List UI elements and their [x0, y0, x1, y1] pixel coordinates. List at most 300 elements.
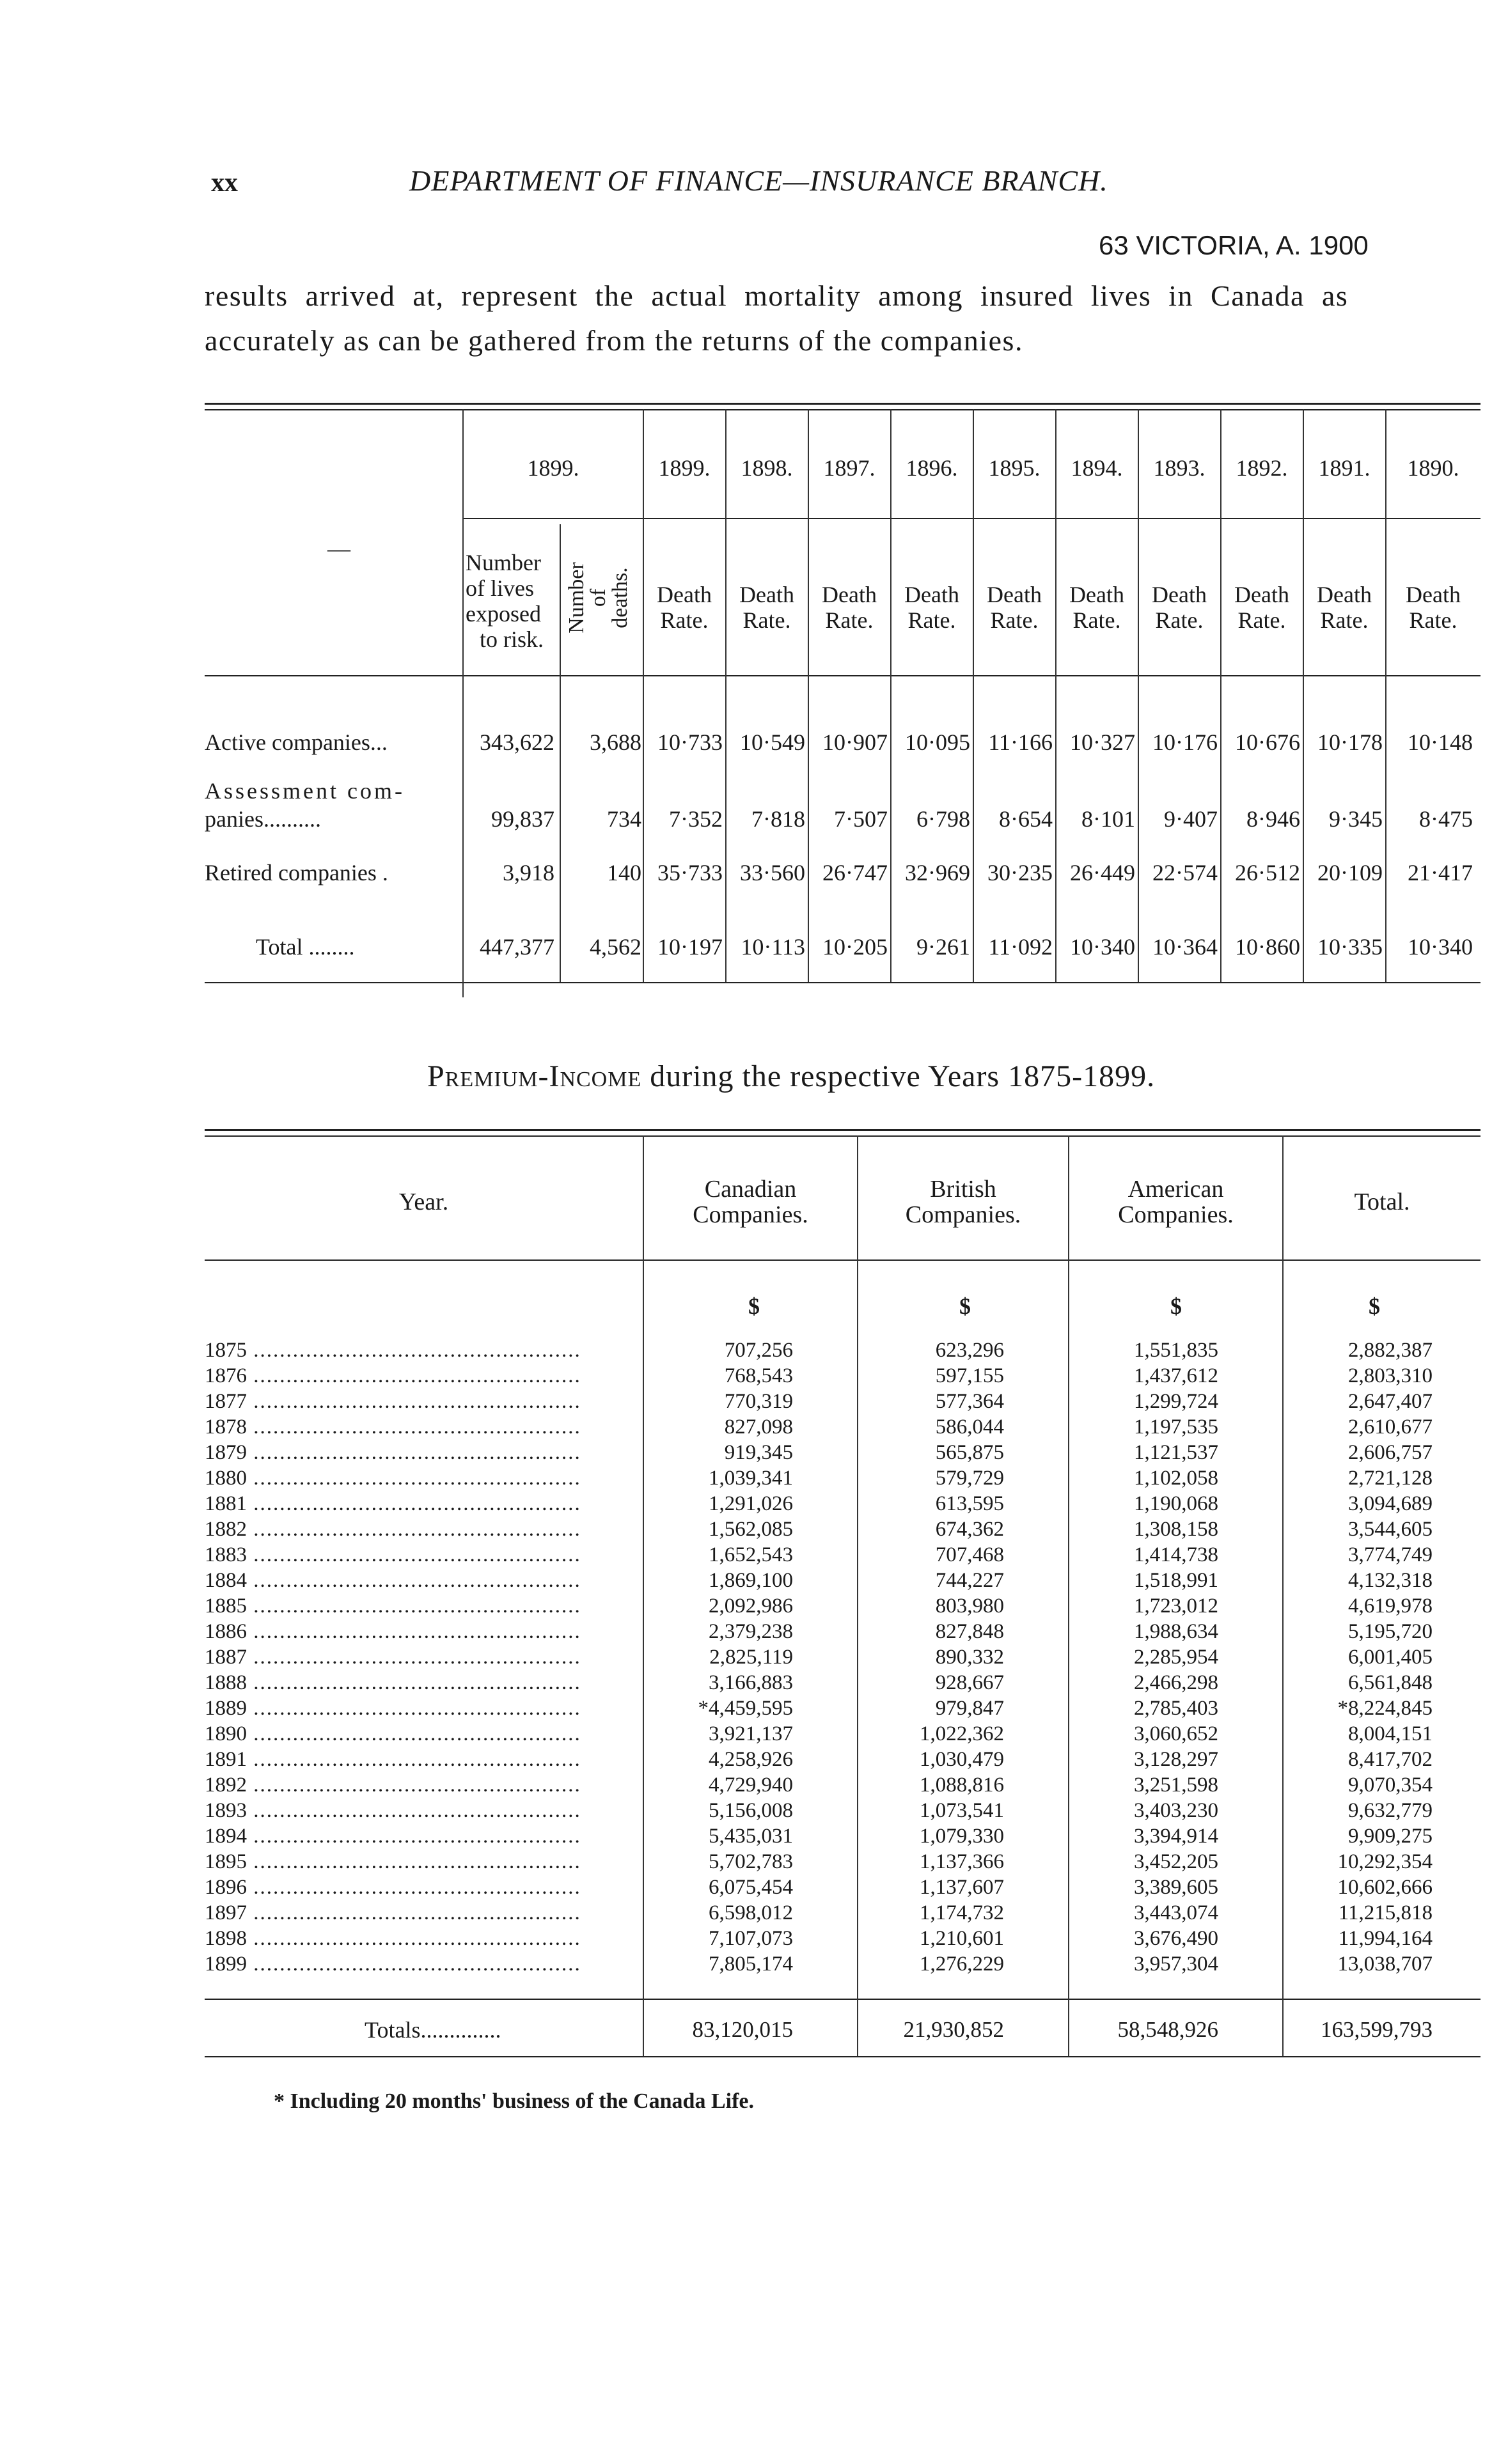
total-cell: 9,070,354	[1348, 1774, 1433, 1797]
british-cell: 1,210,601	[920, 1927, 1004, 1950]
header-line: Rate.	[660, 607, 709, 633]
header-line: Death	[1234, 582, 1289, 607]
deaths-value: 734	[607, 806, 641, 832]
leader-dots: ..................................................	[247, 1467, 581, 1490]
rate-value: 10·148	[1408, 729, 1473, 755]
british-cell: 928,667	[935, 1671, 1004, 1694]
stub-dash: —	[327, 536, 350, 561]
header-line: Death	[739, 582, 794, 607]
leader-dots: ..................................................	[247, 1901, 581, 1924]
table-rule	[205, 1129, 1481, 1131]
total-cell: 3,774,749	[1348, 1543, 1433, 1566]
rate-value: 10·176	[1152, 729, 1218, 755]
lives-value: 3,918	[503, 860, 554, 885]
leader-dots: ..................................................	[247, 1799, 581, 1822]
leader-dots: ..................................................	[247, 1774, 581, 1797]
year-header: 1895.	[988, 455, 1041, 481]
canadian-cell: 7,107,073	[709, 1927, 793, 1950]
canadian-cell: 919,345	[724, 1441, 793, 1464]
rate-value: 10·335	[1317, 934, 1383, 960]
column-rule	[462, 409, 464, 997]
year-header: 1890.	[1407, 455, 1459, 481]
year-cell: 1884 ..................................................	[205, 1569, 581, 1592]
rate-value: 10·907	[822, 729, 888, 755]
header-line: Rate.	[1237, 607, 1286, 633]
rate-value: 8·475	[1419, 806, 1473, 832]
column-rule	[725, 409, 727, 982]
american-cell: 1,551,835	[1134, 1339, 1218, 1362]
canadian-cell: 1,039,341	[709, 1467, 793, 1490]
total-cell: 11,994,164	[1338, 1927, 1433, 1950]
year-cell: 1896 ..................................................	[205, 1876, 581, 1899]
total-cell: 3,094,689	[1348, 1492, 1433, 1515]
rate-value: 10·095	[905, 729, 970, 755]
year-cell: 1888 ..................................................	[205, 1671, 581, 1694]
rate-value: 10·197	[657, 934, 723, 960]
canadian-cell: *4,459,595	[698, 1697, 793, 1720]
intro-line-2: accurately as can be gathered from the returns of the companies.	[205, 324, 1023, 357]
total-cell: 4,132,318	[1348, 1569, 1433, 1592]
death-rate-header	[891, 582, 973, 633]
death-rate-header	[1138, 582, 1220, 633]
american-cell: 3,676,490	[1134, 1927, 1218, 1950]
header-line: Canadian	[704, 1176, 797, 1203]
total-cell: 2,610,677	[1348, 1415, 1433, 1439]
rate-value: 8·946	[1246, 806, 1300, 832]
header-line: Death	[822, 582, 877, 607]
british-cell: 577,364	[935, 1390, 1004, 1413]
rate-value: 9·345	[1329, 806, 1383, 832]
british-cell: 565,875	[935, 1441, 1004, 1464]
totals-canadian: 83,120,015	[692, 2017, 793, 2042]
rate-value: 7·507	[834, 806, 888, 832]
british-cell: 827,848	[935, 1620, 1004, 1643]
death-rate-header	[643, 582, 725, 633]
header-line: Death	[1406, 582, 1461, 607]
currency-mark: $	[1369, 1293, 1380, 1319]
header-line: Companies.	[693, 1201, 808, 1228]
total-cell: 9,632,779	[1348, 1799, 1433, 1822]
canadian-cell: 2,379,238	[709, 1620, 793, 1643]
american-cell: 1,723,012	[1134, 1595, 1218, 1618]
column-rule	[973, 409, 974, 982]
header-line: Rate.	[1320, 607, 1369, 633]
total-cell: 3,544,605	[1348, 1518, 1433, 1541]
canadian-cell: 6,598,012	[709, 1901, 793, 1924]
total-cell: 11,215,818	[1338, 1901, 1433, 1924]
year-cell: 1885 ..................................................	[205, 1595, 581, 1618]
total-cell: 8,417,702	[1348, 1748, 1433, 1771]
rate-value: 10·733	[657, 729, 723, 755]
canadian-cell: 2,092,986	[709, 1595, 793, 1618]
american-cell: 1,988,634	[1134, 1620, 1218, 1643]
header-line: to risk.	[480, 627, 544, 652]
year-header: 1894.	[1071, 455, 1123, 481]
canadian-cell: 5,702,783	[709, 1850, 793, 1873]
column-rule	[1220, 409, 1221, 982]
total-cell: 2,882,387	[1348, 1339, 1433, 1362]
canadian-cell: 1,562,085	[709, 1518, 793, 1541]
total-cell: *8,224,845	[1337, 1697, 1433, 1720]
rate-value: 10·205	[822, 934, 888, 960]
british-cell: 803,980	[935, 1595, 1004, 1618]
leader-dots: ..................................................	[247, 1543, 581, 1566]
rate-value: 10·340	[1408, 934, 1473, 960]
header-line: Rate.	[742, 607, 791, 633]
header-line: Death	[987, 582, 1042, 607]
header-line: Rate.	[1072, 607, 1121, 633]
leader-dots: ..................................................	[247, 1492, 581, 1515]
rate-value: 32·969	[905, 860, 970, 885]
british-cell: 1,073,541	[920, 1799, 1004, 1822]
american-cell: 1,121,537	[1134, 1441, 1218, 1464]
british-cell: 1,022,362	[920, 1722, 1004, 1745]
year-cell: 1892 ..................................................	[205, 1774, 581, 1797]
year-cell: 1875 ..................................................	[205, 1339, 581, 1362]
british-cell: 707,468	[935, 1543, 1004, 1566]
header-line: American	[1127, 1176, 1224, 1203]
totals-british: 21,930,852	[903, 2017, 1004, 2042]
column-rule	[808, 409, 809, 982]
british-values	[858, 1337, 1004, 1977]
rate-value: 11·166	[988, 729, 1053, 755]
header-line: Death	[904, 582, 959, 607]
deaths-value: 4,562	[590, 934, 641, 960]
american-cell: 1,197,535	[1134, 1415, 1218, 1439]
leader-dots: ..................................................	[247, 1441, 581, 1464]
leader-dots: ..................................................	[247, 1748, 581, 1771]
canadian-cell: 1,869,100	[709, 1569, 793, 1592]
currency-mark: $	[959, 1293, 971, 1319]
table-rule	[205, 1999, 1481, 2000]
total-cell: 4,619,978	[1348, 1595, 1433, 1618]
year-cell: 1899 ..................................................	[205, 1953, 581, 1976]
total-cell: 2,721,128	[1348, 1467, 1433, 1490]
leader-dots: ..................................................	[247, 1595, 581, 1618]
american-cell: 1,414,738	[1134, 1543, 1218, 1566]
column-rule	[1303, 409, 1304, 982]
leader-dots: ..................................................	[247, 1364, 581, 1387]
canadian-cell: 5,156,008	[709, 1799, 793, 1822]
total-cell: 2,606,757	[1348, 1441, 1433, 1464]
header-line: Companies.	[1118, 1201, 1234, 1228]
totals-total: 163,599,793	[1321, 2017, 1433, 2042]
rate-value: 10·364	[1152, 934, 1218, 960]
totals-american: 58,548,926	[1117, 2017, 1218, 2042]
year-1899-group: 1899.	[527, 455, 579, 481]
year-cell: 1879 ..................................................	[205, 1441, 581, 1464]
death-rate-header	[1056, 582, 1138, 633]
year-header: 1891.	[1318, 455, 1371, 481]
american-cell: 3,452,205	[1134, 1850, 1218, 1873]
lives-value: 99,837	[491, 806, 554, 832]
year-header: 1893.	[1153, 455, 1206, 481]
row-label: Retired companies .	[205, 860, 388, 885]
leader-dots: ..................................................	[247, 1620, 581, 1643]
canadian-cell: 2,825,119	[709, 1646, 793, 1669]
american-cell: 1,299,724	[1134, 1390, 1218, 1413]
british-cell: 597,155	[935, 1364, 1004, 1387]
canadian-cell: 1,291,026	[709, 1492, 793, 1515]
deaths-value: 140	[607, 860, 641, 885]
column-rule	[1385, 409, 1386, 982]
row-label: panies..........	[205, 806, 321, 832]
british-cell: 613,595	[935, 1492, 1004, 1515]
canadian-cell: 827,098	[724, 1415, 793, 1439]
american-cell: 1,437,612	[1134, 1364, 1218, 1387]
leader-dots: ..................................................	[247, 1671, 581, 1694]
canadian-cell: 4,729,940	[709, 1774, 793, 1797]
rate-value: 21·417	[1408, 860, 1473, 885]
american-values	[1069, 1337, 1218, 1977]
death-rate-header	[1303, 582, 1385, 633]
leader-dots: ..................................................	[247, 1390, 581, 1413]
canadian-values	[644, 1337, 793, 1977]
british-cell: 1,088,816	[920, 1774, 1004, 1797]
canadian-cell: 3,166,883	[709, 1671, 793, 1694]
rate-value: 10·327	[1070, 729, 1135, 755]
year-list	[205, 1337, 640, 1977]
total-cell: 10,602,666	[1337, 1876, 1433, 1899]
british-cell: 1,030,479	[920, 1748, 1004, 1771]
totals-label: Totals..............	[365, 2017, 501, 2043]
british-cell: 586,044	[935, 1415, 1004, 1439]
rate-value: 10·113	[741, 934, 805, 960]
total-cell: 2,803,310	[1348, 1364, 1433, 1387]
rate-value: 10·178	[1317, 729, 1383, 755]
year-cell: 1893 ..................................................	[205, 1799, 581, 1822]
british-cell: 623,296	[935, 1339, 1004, 1362]
canadian-column-header	[644, 1176, 857, 1228]
intro-line-1: results arrived at, represent the actual mortality among insured lives in Canada as	[205, 279, 1349, 312]
leader-dots: ..................................................	[247, 1722, 581, 1745]
total-cell: 2,647,407	[1348, 1390, 1433, 1413]
header-line: exposed	[466, 601, 541, 627]
canadian-cell: 3,921,137	[709, 1722, 793, 1745]
year-cell: 1898 ..................................................	[205, 1927, 581, 1950]
total-cell: 6,561,848	[1348, 1671, 1433, 1694]
leader-dots: ..................................................	[247, 1646, 581, 1669]
death-rate-header	[1221, 582, 1303, 633]
canadian-cell: 1,652,543	[709, 1543, 793, 1566]
title-rest: during the respective Years 1875-1899.	[641, 1059, 1156, 1093]
header-line: of	[586, 588, 610, 607]
american-cell: 3,957,304	[1134, 1953, 1218, 1976]
british-cell: 674,362	[935, 1518, 1004, 1541]
table-rule	[205, 2056, 1481, 2057]
american-cell: 3,251,598	[1134, 1774, 1218, 1797]
footnote: * Including 20 months' business of the Canada Life.	[274, 2089, 755, 2113]
canadian-cell: 6,075,454	[709, 1876, 793, 1899]
header-line: Companies.	[905, 1201, 1021, 1228]
total-cell: 10,292,354	[1337, 1850, 1433, 1873]
column-rule	[890, 409, 891, 982]
british-cell: 1,276,229	[920, 1953, 1004, 1976]
rate-value: 30·235	[987, 860, 1053, 885]
leader-dots: ..................................................	[247, 1697, 581, 1720]
british-cell: 1,174,732	[920, 1901, 1004, 1924]
rate-value: 20·109	[1317, 860, 1383, 885]
header-line: Rate.	[907, 607, 956, 633]
table-rule	[464, 518, 1481, 519]
row-label: Active companies...	[205, 729, 388, 755]
year-cell: 1883 ..................................................	[205, 1543, 581, 1566]
rate-value: 26·747	[822, 860, 888, 885]
year-cell: 1877 ..................................................	[205, 1390, 581, 1413]
american-cell: 3,394,914	[1134, 1825, 1218, 1848]
total-cell: 8,004,151	[1348, 1722, 1433, 1745]
american-cell: 3,403,230	[1134, 1799, 1218, 1822]
year-cell: 1890 ..................................................	[205, 1722, 581, 1745]
rate-value: 11·092	[988, 934, 1053, 960]
british-cell: 979,847	[935, 1697, 1004, 1720]
american-cell: 1,518,991	[1134, 1569, 1218, 1592]
rate-value: 26·512	[1235, 860, 1300, 885]
year-header: 1896.	[906, 455, 958, 481]
rate-value: 22·574	[1152, 860, 1218, 885]
leader-dots: ..................................................	[247, 1339, 581, 1362]
american-cell: 1,308,158	[1134, 1518, 1218, 1541]
year-cell: 1880 ..................................................	[205, 1467, 581, 1490]
american-cell: 1,102,058	[1134, 1467, 1218, 1490]
american-cell: 2,466,298	[1134, 1671, 1218, 1694]
lives-value: 447,377	[480, 934, 554, 960]
british-cell: 579,729	[935, 1467, 1004, 1490]
american-cell: 3,128,297	[1134, 1748, 1218, 1771]
british-cell: 1,137,607	[920, 1876, 1004, 1899]
rate-value: 35·733	[657, 860, 723, 885]
leader-dots: ..................................................	[247, 1953, 581, 1976]
leader-dots: ..................................................	[247, 1415, 581, 1439]
total-cell: 9,909,275	[1348, 1825, 1433, 1848]
canadian-cell: 5,435,031	[709, 1825, 793, 1848]
year-cell: 1894 ..................................................	[205, 1825, 581, 1848]
premium-income-table	[205, 1125, 1481, 2084]
currency-mark: $	[1170, 1293, 1182, 1319]
header-line: Rate.	[1155, 607, 1204, 633]
rate-value: 6·798	[916, 806, 970, 832]
year-cell: 1895 ..................................................	[205, 1850, 581, 1873]
page-number: xx	[211, 168, 238, 198]
lives-exposed-header	[466, 550, 544, 652]
table-rule	[205, 1259, 1481, 1261]
lives-value: 343,622	[480, 729, 554, 755]
currency-mark: $	[748, 1293, 760, 1319]
leader-dots: ..................................................	[247, 1850, 581, 1873]
canadian-cell: 4,258,926	[709, 1748, 793, 1771]
canadian-cell: 707,256	[724, 1339, 793, 1362]
year-cell: 1891 ..................................................	[205, 1748, 581, 1771]
header-line: Death	[1317, 582, 1372, 607]
american-cell: 3,443,074	[1134, 1901, 1218, 1924]
rate-value: 33·560	[740, 860, 805, 885]
title-prefix: Premium-Income	[427, 1059, 642, 1093]
total-column-header: Total.	[1354, 1189, 1410, 1215]
year-cell: 1881 ..................................................	[205, 1492, 581, 1515]
rate-value: 10·340	[1070, 934, 1135, 960]
year-cell: 1876 ..................................................	[205, 1364, 581, 1387]
canadian-cell: 7,805,174	[709, 1953, 793, 1976]
british-cell: 744,227	[935, 1569, 1004, 1592]
row-label: Assessment com-	[205, 778, 405, 804]
total-values	[1284, 1337, 1433, 1977]
death-rate-header	[1386, 582, 1481, 633]
year-cell: 1897 ..................................................	[205, 1901, 581, 1924]
premium-income-title	[427, 1059, 1155, 1094]
death-rate-header	[726, 582, 808, 633]
death-rate-header	[808, 582, 890, 633]
total-cell: 6,001,405	[1348, 1646, 1433, 1669]
header-line: Number	[466, 550, 541, 575]
death-rate-header	[973, 582, 1055, 633]
header-line: British	[930, 1176, 996, 1203]
rate-value: 8·654	[999, 806, 1053, 832]
table-rule	[205, 1135, 1481, 1137]
british-cell: 1,079,330	[920, 1825, 1004, 1848]
table-rule	[205, 675, 1481, 676]
rate-value: 10·676	[1235, 729, 1300, 755]
mortality-table	[205, 396, 1481, 997]
table-rule	[205, 403, 1481, 405]
leader-dots: ..................................................	[247, 1518, 581, 1541]
header-line: Death	[1152, 582, 1207, 607]
rate-value: 26·449	[1070, 860, 1135, 885]
running-head: DEPARTMENT OF FINANCE—INSURANCE BRANCH.	[409, 164, 1108, 197]
british-cell: 890,332	[935, 1646, 1004, 1669]
american-cell: 3,389,605	[1134, 1876, 1218, 1899]
year-cell: 1887 ..................................................	[205, 1646, 581, 1669]
deaths-header	[566, 534, 631, 662]
british-column-header	[858, 1176, 1068, 1228]
year-header: 1892.	[1236, 455, 1288, 481]
year-cell: 1889 ..................................................	[205, 1697, 581, 1720]
column-rule	[1055, 409, 1056, 982]
leader-dots: ..................................................	[247, 1927, 581, 1950]
column-rule	[643, 409, 644, 982]
header-line: Rate.	[990, 607, 1039, 633]
rate-value: 9·261	[916, 934, 970, 960]
year-header: 1899.	[658, 455, 711, 481]
header-line: Death	[657, 582, 712, 607]
canadian-cell: 770,319	[724, 1390, 793, 1413]
header-line: Rate.	[1409, 607, 1457, 633]
rate-value: 10·860	[1235, 934, 1300, 960]
canadian-cell: 768,543	[724, 1364, 793, 1387]
table-rule	[205, 409, 1481, 410]
year-column-header: Year.	[398, 1189, 449, 1215]
header-line: of lives	[466, 575, 534, 601]
rate-value: 8·101	[1081, 806, 1135, 832]
year-cell: 1886 ..................................................	[205, 1620, 581, 1643]
american-cell: 3,060,652	[1134, 1722, 1218, 1745]
rate-value: 7·818	[751, 806, 805, 832]
deaths-value: 3,688	[590, 729, 641, 755]
american-cell: 1,190,068	[1134, 1492, 1218, 1515]
total-label: Total ........	[256, 934, 355, 960]
american-column-header	[1069, 1176, 1282, 1228]
american-cell: 2,285,954	[1134, 1646, 1218, 1669]
total-cell: 5,195,720	[1348, 1620, 1433, 1643]
header-line: Death	[1069, 582, 1124, 607]
total-cell: 13,038,707	[1337, 1953, 1433, 1976]
year-header: 1898.	[741, 455, 793, 481]
rate-value: 9·407	[1164, 806, 1218, 832]
year-header: 1897.	[823, 455, 876, 481]
year-cell: 1882 ..................................................	[205, 1518, 581, 1541]
year-cell: 1878 ..................................................	[205, 1415, 581, 1439]
session-label: 63 VICTORIA, A. 1900	[1099, 230, 1369, 260]
header-line: Number	[565, 562, 588, 634]
